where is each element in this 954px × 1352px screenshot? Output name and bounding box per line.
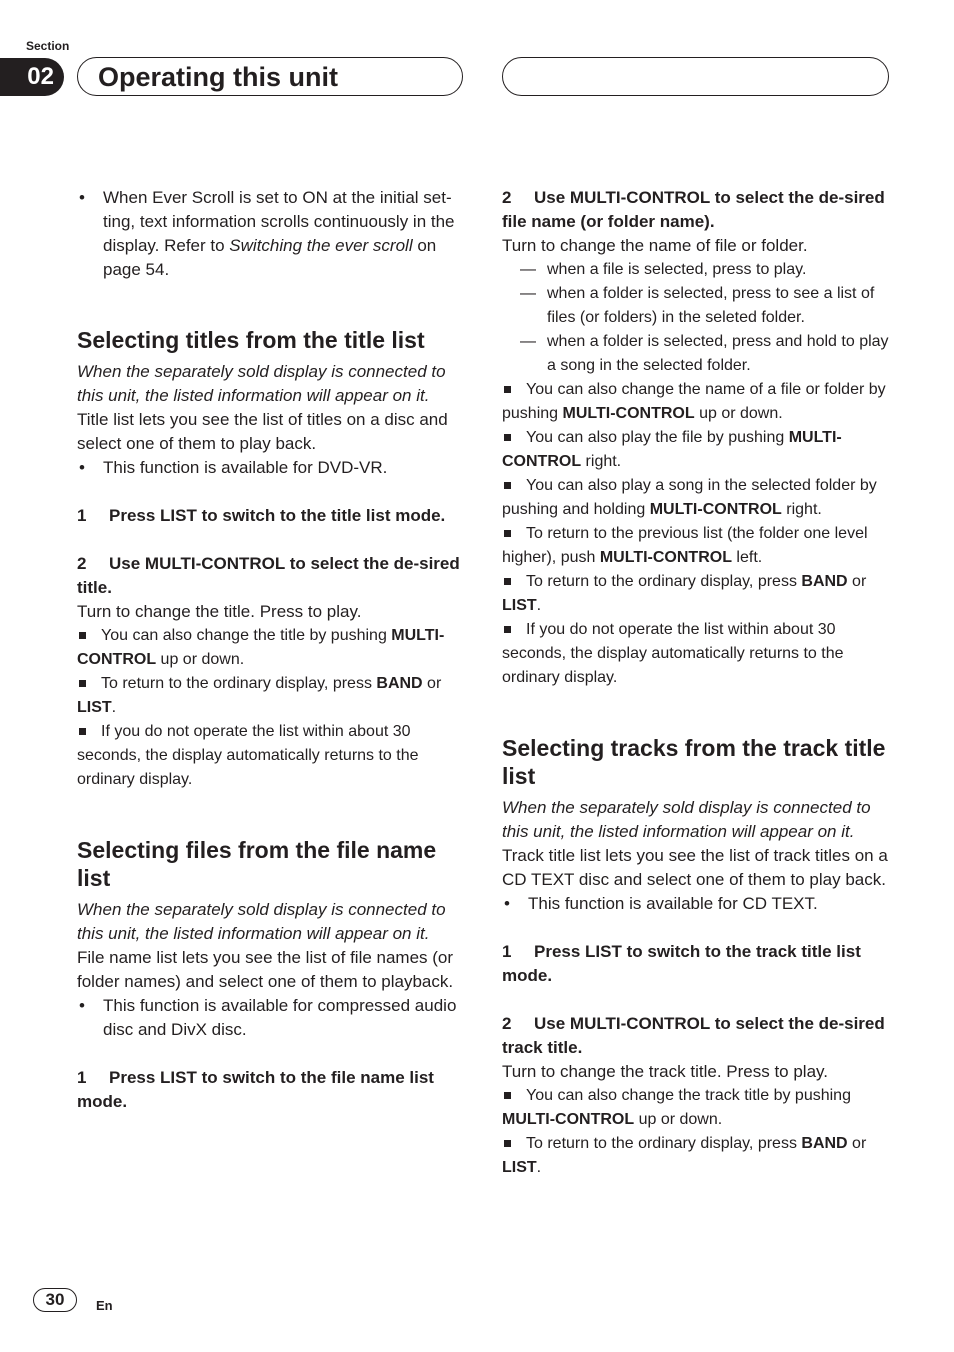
track-list-italic-note: When the separately sold display is connected to this unit, the listed information will appear on it.	[502, 798, 871, 841]
file-list-step-2-desc: Turn to change the name of file or folder.	[502, 236, 808, 255]
track-list-heading: Selecting tracks from the track title list	[502, 735, 886, 789]
section-number-tab: 02	[0, 58, 64, 96]
track-list-step-2-desc: Turn to change the track title. Press to play.	[502, 1062, 828, 1081]
file-list-bullet: • This function is available for compressed audio disc and DivX disc.	[77, 994, 465, 1042]
track-note-1: You can also change the track title by pushing MULTI-CONTROL up or down.	[502, 1084, 890, 1132]
title-list-note-2: To return to the ordinary display, press BAND or LIST.	[77, 672, 465, 720]
section-label: Section	[26, 39, 70, 53]
title-list-heading: Selecting titles from the title list	[77, 327, 425, 353]
empty-header-pill	[502, 57, 889, 96]
file-list-description: File name list lets you see the list of file names (or folder names) and select one of them to playback.	[77, 948, 454, 991]
title-list-step-2-desc: Turn to change the title. Press to play.	[77, 602, 362, 621]
file-note-2: You can also play the file by pushing MULTI-CONTROL right.	[502, 426, 890, 474]
title-list-note-1: You can also change the title by pushing MULTI-CONTROL up or down.	[77, 624, 465, 672]
title-list-italic-note: When the separately sold display is connected to this unit, the listed information will appear on it.	[77, 362, 446, 405]
file-list-step-2: 2 Use MULTI-CONTROL to select the de-sired file name (or folder name).	[502, 188, 885, 231]
title-list-note-3: If you do not operate the list within about 30 seconds, the display automatically returns to the ordinary display.	[77, 720, 465, 792]
language-code: En	[96, 1298, 113, 1313]
page-title-pill	[77, 57, 463, 96]
track-list-bullet: • This function is available for CD TEXT.	[502, 892, 890, 916]
track-list-description: Track title list lets you see the list of track titles on a CD TEXT disc and select one of them to play back.	[502, 846, 888, 889]
file-dash-1: — when a file is selected, press to play.	[502, 258, 890, 282]
file-note-1: You can also change the name of a file or folder by pushing MULTI-CONTROL up or down.	[502, 378, 890, 426]
title-list-description: Title list lets you see the list of titles on a disc and select one of them to play back.	[77, 410, 448, 453]
file-list-heading: Selecting files from the file name list	[77, 837, 437, 891]
track-note-2: To return to the ordinary display, press BAND or LIST.	[502, 1132, 890, 1180]
file-note-3: You can also play a song in the selected folder by pushing and holding MULTI-CONTROL right.	[502, 474, 890, 522]
page-title: Operating this unit	[98, 62, 338, 92]
left-column	[77, 186, 465, 1114]
right-column	[502, 186, 890, 1180]
title-list-step-1: 1 Press LIST to switch to the title list mode.	[77, 506, 446, 525]
cross-reference: Switching the ever scroll	[229, 236, 413, 255]
file-note-5: To return to the ordinary display, press BAND or LIST.	[502, 570, 890, 618]
track-list-step-2: 2 Use MULTI-CONTROL to select the de-sired track title.	[502, 1014, 885, 1057]
track-list-step-1: 1 Press LIST to switch to the track title list mode.	[502, 942, 861, 985]
title-list-bullet: • This function is available for DVD-VR.	[77, 456, 465, 480]
file-dash-3: — when a folder is selected, press and hold to play a song in the selected folder.	[502, 330, 890, 378]
file-dash-2: — when a folder is selected, press to see a list of files (or folders) in the seleted folder.	[502, 282, 890, 330]
ever-scroll-note: • When Ever Scroll is set to ON at the initial set-ting, text information scrolls continuously in the display. Refer to Switching the ever scroll on page 54.	[77, 186, 465, 282]
file-list-step-1: 1 Press LIST to switch to the file name list mode.	[77, 1068, 434, 1111]
file-note-6: If you do not operate the list within about 30 seconds, the display automatically returns to the ordinary display.	[502, 618, 890, 690]
file-list-italic-note: When the separately sold display is connected to this unit, the listed information will appear on it.	[77, 900, 446, 943]
file-note-4: To return to the previous list (the folder one level higher), push MULTI-CONTROL left.	[502, 522, 890, 570]
page-number: 30	[33, 1288, 77, 1312]
title-list-step-2: 2 Use MULTI-CONTROL to select the de-sired title.	[77, 554, 460, 597]
